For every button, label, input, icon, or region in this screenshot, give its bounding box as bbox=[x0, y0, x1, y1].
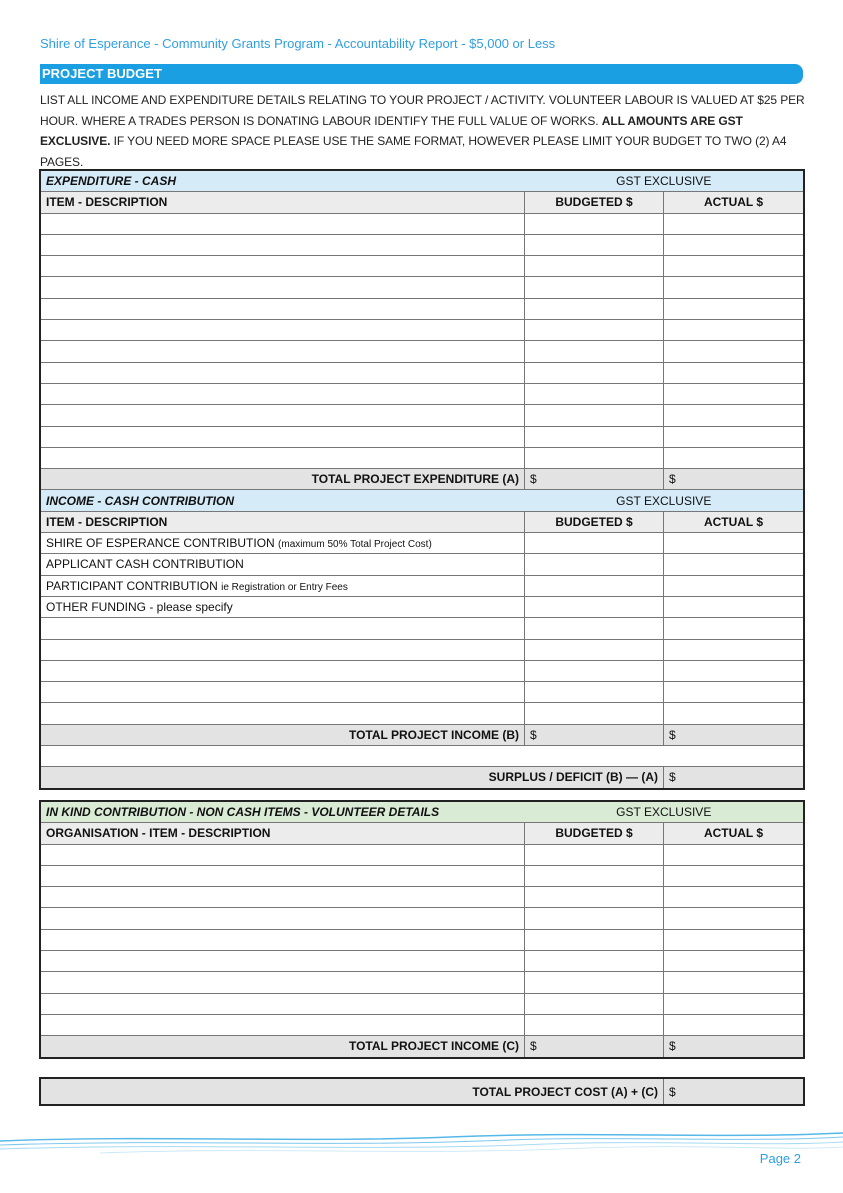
item-cell[interactable] bbox=[41, 256, 525, 277]
actual-cell[interactable] bbox=[664, 426, 804, 447]
budget-table bbox=[40, 170, 804, 789]
table-row bbox=[41, 639, 804, 660]
actual-cell[interactable] bbox=[664, 596, 804, 617]
budgeted-cell[interactable] bbox=[525, 554, 664, 575]
expenditure-gst-label: GST EXCLUSIVE bbox=[525, 171, 804, 192]
actual-cell[interactable] bbox=[664, 660, 804, 681]
budgeted-cell[interactable] bbox=[525, 341, 664, 362]
budgeted-cell[interactable] bbox=[525, 682, 664, 703]
item-cell bbox=[41, 533, 525, 554]
table-row bbox=[41, 554, 804, 575]
item-cell[interactable] bbox=[41, 972, 525, 993]
actual-cell[interactable] bbox=[664, 908, 804, 929]
table-row bbox=[41, 256, 804, 277]
actual-cell[interactable] bbox=[664, 993, 804, 1014]
table-row bbox=[41, 405, 804, 426]
income-gst-label: GST EXCLUSIVE bbox=[525, 490, 804, 511]
actual-cell[interactable] bbox=[664, 298, 804, 319]
item-cell[interactable] bbox=[41, 277, 525, 298]
table-row bbox=[41, 234, 804, 255]
instructions-part-2: IF YOU NEED MORE SPACE PLEASE USE THE SAME FORMAT, HOWEVER PLEASE LIMIT YOUR BUDGET TO TWO (2) A4 PAGES. bbox=[40, 134, 787, 169]
col-budgeted: BUDGETED $ bbox=[525, 192, 664, 213]
budgeted-cell[interactable] bbox=[525, 256, 664, 277]
actual-cell[interactable] bbox=[664, 362, 804, 383]
budgeted-cell[interactable] bbox=[525, 320, 664, 341]
item-cell[interactable] bbox=[41, 383, 525, 404]
total-inkind-row bbox=[41, 1036, 804, 1057]
table-row bbox=[41, 865, 804, 886]
item-cell[interactable] bbox=[41, 844, 525, 865]
other-funding-label: OTHER FUNDING - please specify bbox=[41, 596, 525, 617]
total-inkind-budgeted[interactable]: $ bbox=[525, 1036, 664, 1057]
item-cell[interactable] bbox=[41, 865, 525, 886]
col-actual: ACTUAL $ bbox=[664, 192, 804, 213]
item-cell[interactable] bbox=[41, 213, 525, 234]
instructions-text bbox=[40, 90, 805, 172]
surplus-deficit-value[interactable]: $ bbox=[664, 767, 804, 788]
table-row bbox=[41, 596, 804, 617]
table-row bbox=[41, 844, 804, 865]
total-cost-table bbox=[40, 1078, 804, 1105]
table-row bbox=[41, 213, 804, 234]
total-income-label: TOTAL PROJECT INCOME (B) bbox=[41, 724, 525, 745]
item-cell bbox=[41, 575, 525, 596]
item-cell[interactable] bbox=[41, 447, 525, 468]
table-row bbox=[41, 993, 804, 1014]
item-cell[interactable] bbox=[41, 341, 525, 362]
actual-cell[interactable] bbox=[664, 682, 804, 703]
actual-cell[interactable] bbox=[664, 554, 804, 575]
budgeted-cell[interactable] bbox=[525, 383, 664, 404]
table-row bbox=[41, 447, 804, 468]
actual-cell[interactable] bbox=[664, 447, 804, 468]
budgeted-cell[interactable] bbox=[525, 908, 664, 929]
budgeted-cell[interactable] bbox=[525, 703, 664, 724]
budgeted-cell[interactable] bbox=[525, 929, 664, 950]
actual-cell[interactable] bbox=[664, 887, 804, 908]
budgeted-cell[interactable] bbox=[525, 1014, 664, 1035]
table-row bbox=[41, 426, 804, 447]
actual-cell[interactable] bbox=[664, 618, 804, 639]
col-budgeted: BUDGETED $ bbox=[525, 511, 664, 532]
table-row bbox=[41, 972, 804, 993]
spacer-row bbox=[41, 746, 804, 767]
item-cell[interactable] bbox=[41, 618, 525, 639]
expenditure-section-header bbox=[41, 171, 804, 192]
item-cell[interactable] bbox=[41, 639, 525, 660]
table-row bbox=[41, 320, 804, 341]
item-cell[interactable] bbox=[41, 1014, 525, 1035]
table-row bbox=[41, 298, 804, 319]
inkind-column-header bbox=[41, 823, 804, 844]
actual-cell[interactable] bbox=[664, 405, 804, 426]
budgeted-cell[interactable] bbox=[525, 234, 664, 255]
item-cell[interactable] bbox=[41, 887, 525, 908]
actual-cell[interactable] bbox=[664, 844, 804, 865]
inkind-title: IN KIND CONTRIBUTION - NON CASH ITEMS - VOLUNTEER DETAILS bbox=[41, 802, 525, 823]
table-row bbox=[41, 887, 804, 908]
budgeted-cell[interactable] bbox=[525, 618, 664, 639]
total-income-row bbox=[41, 724, 804, 745]
budgeted-cell[interactable] bbox=[525, 575, 664, 596]
total-expenditure-row bbox=[41, 469, 804, 490]
actual-cell[interactable] bbox=[664, 383, 804, 404]
actual-cell[interactable] bbox=[664, 213, 804, 234]
col-item-description: ITEM - DESCRIPTION bbox=[41, 192, 525, 213]
item-cell[interactable] bbox=[41, 362, 525, 383]
actual-cell[interactable] bbox=[664, 341, 804, 362]
budgeted-cell[interactable] bbox=[525, 213, 664, 234]
total-inkind-label: TOTAL PROJECT INCOME (C) bbox=[41, 1036, 525, 1057]
budgeted-cell[interactable] bbox=[525, 660, 664, 681]
budgeted-cell[interactable] bbox=[525, 887, 664, 908]
actual-cell[interactable] bbox=[664, 533, 804, 554]
table-row bbox=[41, 908, 804, 929]
expenditure-column-header bbox=[41, 192, 804, 213]
table-row bbox=[41, 277, 804, 298]
total-income-budgeted[interactable]: $ bbox=[525, 724, 664, 745]
document-header: Shire of Esperance - Community Grants Program - Accountability Report - $5,000 or Less bbox=[40, 36, 556, 51]
budgeted-cell[interactable] bbox=[525, 533, 664, 554]
col-item-description: ITEM - DESCRIPTION bbox=[41, 511, 525, 532]
surplus-deficit-label: SURPLUS / DEFICIT (B) — (A) bbox=[41, 767, 664, 788]
shire-contribution-label: SHIRE OF ESPERANCE CONTRIBUTION bbox=[46, 536, 279, 551]
total-cost-label: TOTAL PROJECT COST (A) + (C) bbox=[41, 1079, 664, 1105]
budgeted-cell[interactable] bbox=[525, 639, 664, 660]
budgeted-cell[interactable] bbox=[525, 865, 664, 886]
budgeted-cell[interactable] bbox=[525, 951, 664, 972]
actual-cell[interactable] bbox=[664, 865, 804, 886]
total-income-actual[interactable]: $ bbox=[664, 724, 804, 745]
budgeted-cell[interactable] bbox=[525, 993, 664, 1014]
col-budgeted: BUDGETED $ bbox=[525, 823, 664, 844]
actual-cell[interactable] bbox=[664, 951, 804, 972]
budgeted-cell[interactable] bbox=[525, 362, 664, 383]
table-row bbox=[41, 575, 804, 596]
table-row bbox=[41, 951, 804, 972]
total-expenditure-budgeted[interactable]: $ bbox=[525, 469, 664, 490]
section-title-bar: PROJECT BUDGET bbox=[40, 64, 803, 84]
instructions-part-1: LIST ALL INCOME AND EXPENDITURE DETAILS RELATING TO YOUR PROJECT / ACTIVITY. VOLUNTEER LABOUR IS VALUED AT $25 PER HOUR. WHERE A TRADES PERSON IS DONATING LABOUR IDENTIFY THE FULL VALUE OF WORKS. bbox=[40, 93, 805, 128]
item-cell[interactable] bbox=[41, 951, 525, 972]
budgeted-cell[interactable] bbox=[525, 844, 664, 865]
budgeted-cell[interactable] bbox=[525, 298, 664, 319]
item-cell[interactable] bbox=[41, 682, 525, 703]
shire-contribution-note: (maximum 50% Total Project Cost) bbox=[278, 539, 432, 551]
table-row bbox=[41, 660, 804, 681]
item-cell[interactable] bbox=[41, 320, 525, 341]
expenditure-title: EXPENDITURE - CASH bbox=[41, 171, 525, 192]
actual-cell[interactable] bbox=[664, 703, 804, 724]
item-cell[interactable] bbox=[41, 993, 525, 1014]
table-row bbox=[41, 682, 804, 703]
item-cell[interactable] bbox=[41, 660, 525, 681]
total-cost-value[interactable]: $ bbox=[664, 1079, 804, 1105]
item-cell[interactable] bbox=[41, 405, 525, 426]
budgeted-cell[interactable] bbox=[525, 277, 664, 298]
applicant-contribution-label: APPLICANT CASH CONTRIBUTION bbox=[41, 554, 525, 575]
actual-cell[interactable] bbox=[664, 929, 804, 950]
table-row bbox=[41, 383, 804, 404]
table-row bbox=[41, 533, 804, 554]
item-cell[interactable] bbox=[41, 908, 525, 929]
actual-cell[interactable] bbox=[664, 256, 804, 277]
page-number: Page 2 bbox=[759, 1151, 801, 1166]
item-cell[interactable] bbox=[41, 426, 525, 447]
footer-wave-decoration bbox=[0, 1125, 843, 1165]
actual-cell[interactable] bbox=[664, 320, 804, 341]
income-title: INCOME - CASH CONTRIBUTION bbox=[41, 490, 525, 511]
surplus-deficit-row bbox=[41, 767, 804, 788]
budgeted-cell[interactable] bbox=[525, 447, 664, 468]
budgeted-cell[interactable] bbox=[525, 405, 664, 426]
item-cell[interactable] bbox=[41, 929, 525, 950]
income-column-header bbox=[41, 511, 804, 532]
inkind-table bbox=[40, 801, 804, 1058]
actual-cell[interactable] bbox=[664, 234, 804, 255]
inkind-section-header bbox=[41, 802, 804, 823]
table-row bbox=[41, 929, 804, 950]
participant-contribution-label: PARTICIPANT CONTRIBUTION bbox=[46, 578, 222, 593]
table-row bbox=[41, 1014, 804, 1035]
total-expenditure-actual[interactable]: $ bbox=[664, 469, 804, 490]
total-expenditure-label: TOTAL PROJECT EXPENDITURE (A) bbox=[41, 469, 525, 490]
total-inkind-actual[interactable]: $ bbox=[664, 1036, 804, 1057]
table-row bbox=[41, 362, 804, 383]
budgeted-cell[interactable] bbox=[525, 972, 664, 993]
budgeted-cell[interactable] bbox=[525, 596, 664, 617]
col-actual: ACTUAL $ bbox=[664, 511, 804, 532]
table-row bbox=[41, 341, 804, 362]
spacer-cell bbox=[41, 746, 804, 767]
col-organisation-description: ORGANISATION - ITEM - DESCRIPTION bbox=[41, 823, 525, 844]
actual-cell[interactable] bbox=[664, 639, 804, 660]
col-actual: ACTUAL $ bbox=[664, 823, 804, 844]
table-row bbox=[41, 703, 804, 724]
actual-cell[interactable] bbox=[664, 1014, 804, 1035]
instructions-bold: ALL AMOUNTS ARE GST EXCLUSIVE. bbox=[40, 113, 743, 148]
item-cell[interactable] bbox=[41, 298, 525, 319]
actual-cell[interactable] bbox=[664, 277, 804, 298]
budgeted-cell[interactable] bbox=[525, 426, 664, 447]
item-cell[interactable] bbox=[41, 703, 525, 724]
participant-contribution-note: ie Registration or Entry Fees bbox=[221, 581, 348, 593]
item-cell[interactable] bbox=[41, 234, 525, 255]
actual-cell[interactable] bbox=[664, 972, 804, 993]
total-cost-row bbox=[41, 1079, 804, 1105]
income-section-header bbox=[41, 490, 804, 511]
actual-cell[interactable] bbox=[664, 575, 804, 596]
inkind-gst-label: GST EXCLUSIVE bbox=[525, 802, 804, 823]
table-row bbox=[41, 618, 804, 639]
